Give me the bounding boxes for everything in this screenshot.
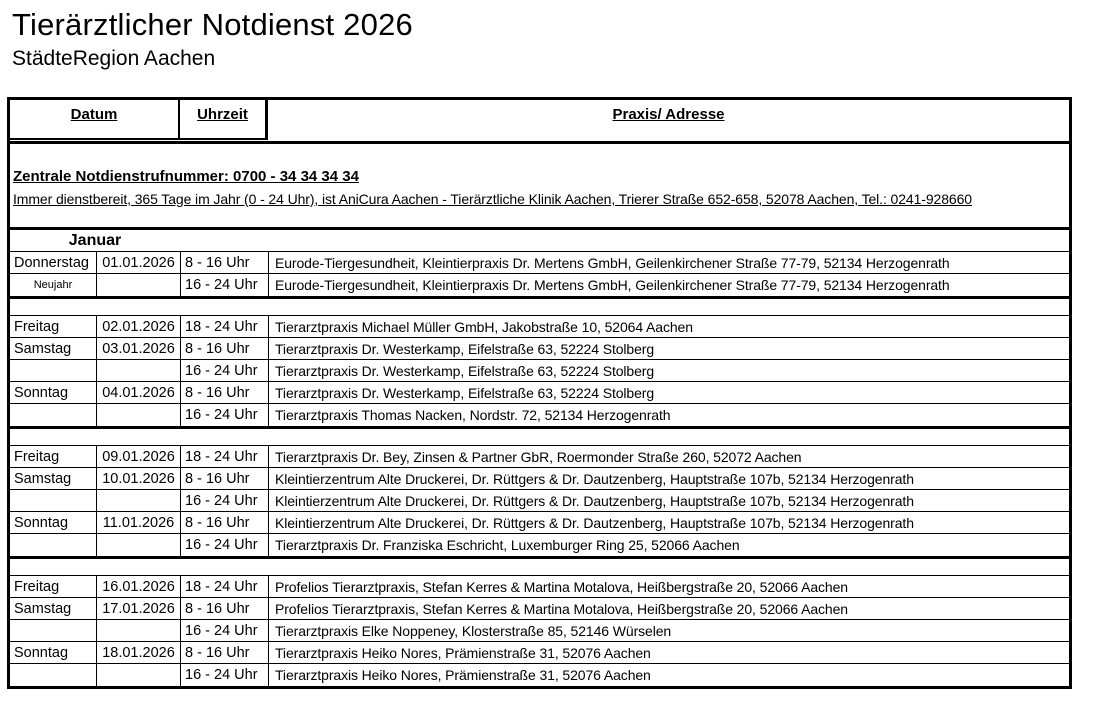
day-cell: Neujahr [10,274,97,296]
emergency-hotline-text: Zentrale Notdienstrufnummer: 0700 - 34 34 34 34 [13,168,359,185]
date-cell: 10.01.2026 [97,468,181,489]
praxis-cell: Eurode-Tiergesundheit, Kleintierpraxis Dr. Mertens GmbH, Geilenkirchener Straße 77-79, 52134 Herzogenrath [275,277,950,293]
time-cell: 8 - 16 Uhr [181,252,269,273]
time-cell: 18 - 24 Uhr [181,316,269,337]
block-separator [10,556,1069,576]
time-cell: 16 - 24 Uhr [181,620,269,641]
time-cell: 8 - 16 Uhr [181,468,269,489]
page-subtitle: StädteRegion Aachen [12,47,216,70]
praxis-cell: Tierarztpraxis Heiko Nores, Prämienstraße 31, 52076 Aachen [275,644,651,661]
day-cell [10,404,97,426]
time-cell: 16 - 24 Uhr [181,534,269,556]
column-header-praxis-label: Praxis/ Adresse [612,106,725,123]
day-cell [10,620,97,641]
day-cell [10,490,97,511]
date-cell: 11.01.2026 [97,512,181,533]
day-cell [10,664,97,686]
table-row [10,576,1069,598]
praxis-cell: Tierarztpraxis Heiko Nores, Prämienstraße 31, 52076 Aachen [275,667,651,683]
date-cell: 04.01.2026 [97,382,181,403]
day-cell [10,360,97,381]
table-row [10,274,1069,296]
praxis-cell: Eurode-Tiergesundheit, Kleintierpraxis Dr. Mertens GmbH, Geilenkirchener Straße 77-79, 52134 Herzogenrath [275,254,950,271]
day-cell: Sonntag [10,512,97,533]
praxis-cell: Tierarztpraxis Dr. Westerkamp, Eifelstraße 63, 52224 Stolberg [275,340,655,357]
month-header-row [10,230,1069,252]
praxis-cell: Tierarztpraxis Dr. Westerkamp, Eifelstraße 63, 52224 Stolberg [275,362,655,379]
schedule-block [10,576,1069,686]
table-row [10,404,1069,426]
time-cell: 8 - 16 Uhr [181,338,269,359]
day-cell: Samstag [10,598,97,619]
emergency-info-section [10,144,1069,230]
table-row [10,252,1069,274]
date-cell [97,534,181,556]
date-cell: 03.01.2026 [97,338,181,359]
time-cell: 16 - 24 Uhr [181,274,269,296]
page-title: Tierärztlicher Notdienst 2026 [12,7,413,42]
block-separator [10,426,1069,446]
schedule-block [10,252,1069,296]
day-cell: Sonntag [10,642,97,663]
praxis-cell: Tierarztpraxis Dr. Westerkamp, Eifelstraße 63, 52224 Stolberg [275,384,655,401]
column-header-uhrzeit-label: Uhrzeit [197,106,248,123]
time-cell: 8 - 16 Uhr [181,512,269,533]
day-cell: Freitag [10,446,97,467]
schedule-block [10,316,1069,426]
time-cell: 16 - 24 Uhr [181,664,269,686]
table-row [10,490,1069,512]
praxis-cell: Kleintierzentrum Alte Druckerei, Dr. Rüttgers & Dr. Dautzenberg, Hauptstraße 107b, 52134 Herzogenrath [275,470,914,487]
table-row [10,664,1069,686]
date-cell: 16.01.2026 [97,576,181,597]
date-cell [97,490,181,511]
time-cell: 8 - 16 Uhr [181,382,269,403]
always-on-duty-text: Immer dienstbereit, 365 Tage im Jahr (0 - 24 Uhr), ist AniCura Aachen - Tierärztliche Klinik Aachen, Trierer Straße 652-658, 52078 Aachen, Tel.: 0241-928660 [13,191,972,207]
column-header-uhrzeit [180,100,268,140]
praxis-cell: Tierarztpraxis Michael Müller GmbH, Jakobstraße 10, 52064 Aachen [275,318,693,335]
table-row [10,534,1069,556]
schedule-table [7,97,1072,689]
time-cell: 8 - 16 Uhr [181,598,269,619]
column-header-datum [10,100,180,140]
table-row [10,468,1069,490]
day-cell: Samstag [10,338,97,359]
time-cell: 16 - 24 Uhr [181,360,269,381]
time-cell: 8 - 16 Uhr [181,642,269,663]
table-row [10,446,1069,468]
day-cell: Freitag [10,576,97,597]
table-row [10,382,1069,404]
praxis-cell: Kleintierzentrum Alte Druckerei, Dr. Rüttgers & Dr. Dautzenberg, Hauptstraße 107b, 52134 Herzogenrath [275,514,914,531]
date-cell: 01.01.2026 [97,252,181,273]
date-cell: 02.01.2026 [97,316,181,337]
time-cell: 16 - 24 Uhr [181,404,269,426]
date-cell [97,360,181,381]
block-separator [10,296,1069,316]
day-cell: Freitag [10,316,97,337]
time-cell: 18 - 24 Uhr [181,446,269,467]
column-header-praxis [268,100,1069,144]
time-cell: 16 - 24 Uhr [181,490,269,511]
day-cell: Samstag [10,468,97,489]
date-cell: 09.01.2026 [97,446,181,467]
praxis-cell: Tierarztpraxis Thomas Nacken, Nordstr. 72, 52134 Herzogenrath [275,407,671,423]
praxis-cell: Kleintierzentrum Alte Druckerei, Dr. Rüttgers & Dr. Dautzenberg, Hauptstraße 107b, 52134 Herzogenrath [275,492,914,509]
column-header-datum-label: Datum [70,106,118,123]
table-row [10,338,1069,360]
praxis-cell: Profelios Tierarztpraxis, Stefan Kerres & Martina Motalova, Heißbergstraße 20, 52066 Aachen [275,578,848,595]
schedule-block [10,446,1069,556]
table-row [10,360,1069,382]
table-row [10,316,1069,338]
date-cell [97,404,181,426]
day-cell [10,534,97,556]
date-cell [97,274,181,296]
date-cell: 17.01.2026 [97,598,181,619]
praxis-cell: Profelios Tierarztpraxis, Stefan Kerres & Martina Motalova, Heißbergstraße 20, 52066 Aachen [275,600,848,617]
date-cell: 18.01.2026 [97,642,181,663]
table-row [10,642,1069,664]
day-cell: Sonntag [10,382,97,403]
table-row [10,512,1069,534]
month-label: Januar [68,231,122,249]
praxis-cell: Tierarztpraxis Dr. Bey, Zinsen & Partner GbR, Roermonder Straße 260, 52072 Aachen [275,448,802,465]
date-cell [97,664,181,686]
table-header-row [10,100,1069,144]
day-cell: Donnerstag [10,252,97,273]
praxis-cell: Tierarztpraxis Dr. Franziska Eschricht, Luxemburger Ring 25, 52066 Aachen [275,537,740,553]
date-cell [97,620,181,641]
table-row [10,598,1069,620]
time-cell: 18 - 24 Uhr [181,576,269,597]
schedule-blocks [10,252,1069,686]
praxis-cell: Tierarztpraxis Elke Noppeney, Klosterstraße 85, 52146 Würselen [275,622,672,639]
table-row [10,620,1069,642]
